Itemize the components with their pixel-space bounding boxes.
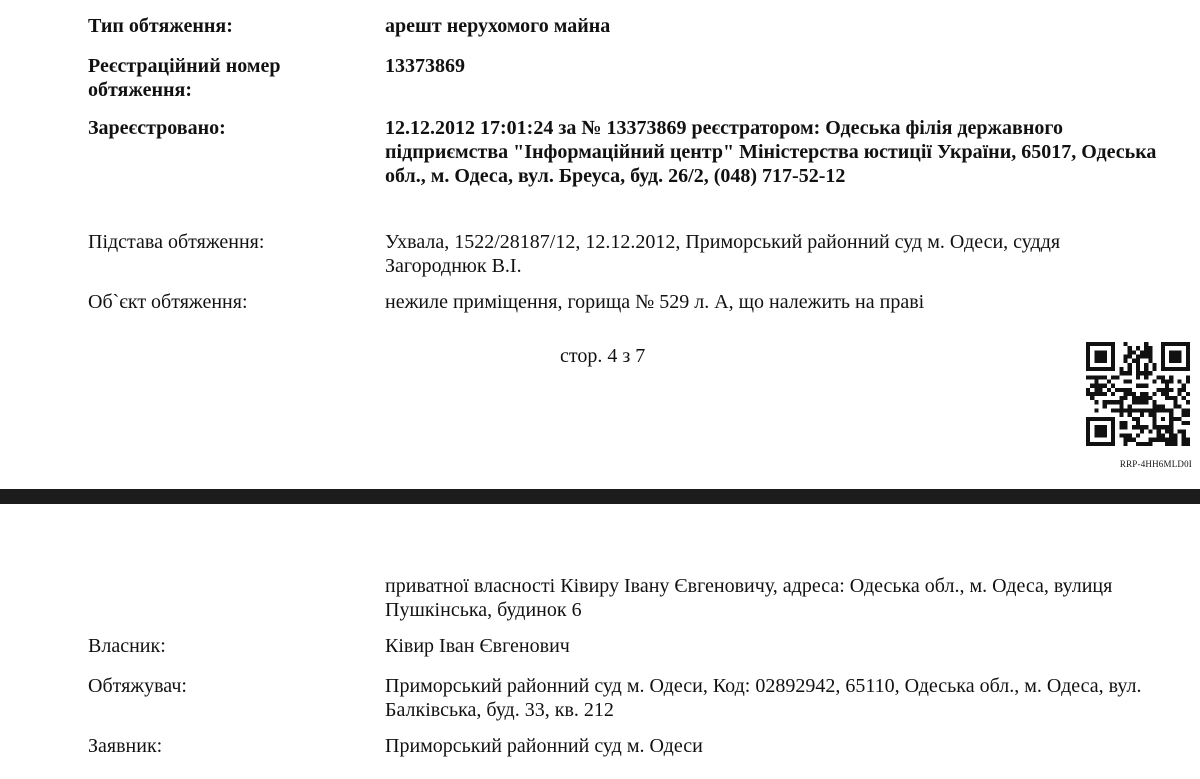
- qr-code-icon: [1086, 342, 1190, 446]
- page-separator: [0, 489, 1200, 504]
- field-label: Власник:: [88, 635, 166, 657]
- field-value-continuation: приватної власності Ківиру Івану Євгеновичу, адреса: Одеська обл., м. Одеса, вулиця Пушкінська, будинок 6: [385, 575, 1113, 621]
- field-value: Приморський районний суд м. Одеси, Код: 02892942, 65110, Одеська обл., м. Одеса, вул. Балківська, буд. 33, кв. 212: [385, 675, 1142, 721]
- field-label: Заявник:: [88, 735, 163, 757]
- field-label: Підстава обтяження:: [88, 231, 265, 253]
- field-value: Ківир Іван Євгенович: [385, 635, 570, 657]
- field-value: арешт нерухомого майна: [385, 15, 611, 37]
- field-value: нежиле приміщення, горища № 529 л. А, що належить на праві: [385, 291, 925, 313]
- qr-caption: RRP-4HH6MLD0I: [1119, 459, 1192, 469]
- field-value: Приморський районний суд м. Одеси: [385, 735, 703, 757]
- field-value: 13373869: [385, 55, 465, 77]
- field-value: 12.12.2012 17:01:24 за № 13373869 реєстратором: Одеська філія державного підприємства "Інформаційний центр" Міністерства юстиції України, 65017, Одеська обл., м. Одеса, вул. Бреуса, буд. 26/2, (048) 717-52-12: [385, 117, 1157, 187]
- field-label: Реєстраційний номер обтяження:: [88, 55, 281, 101]
- field-label: Обтяжувач:: [88, 675, 187, 697]
- page-number: стор. 4 з 7: [560, 345, 646, 367]
- field-label: Об`єкт обтяження:: [88, 291, 248, 313]
- field-value: Ухвала, 1522/28187/12, 12.12.2012, Приморський районний суд м. Одеси, суддя Загороднюк В.І.: [385, 231, 1061, 277]
- field-label: Зареєстровано:: [88, 117, 226, 139]
- field-label: Тип обтяження:: [88, 15, 233, 37]
